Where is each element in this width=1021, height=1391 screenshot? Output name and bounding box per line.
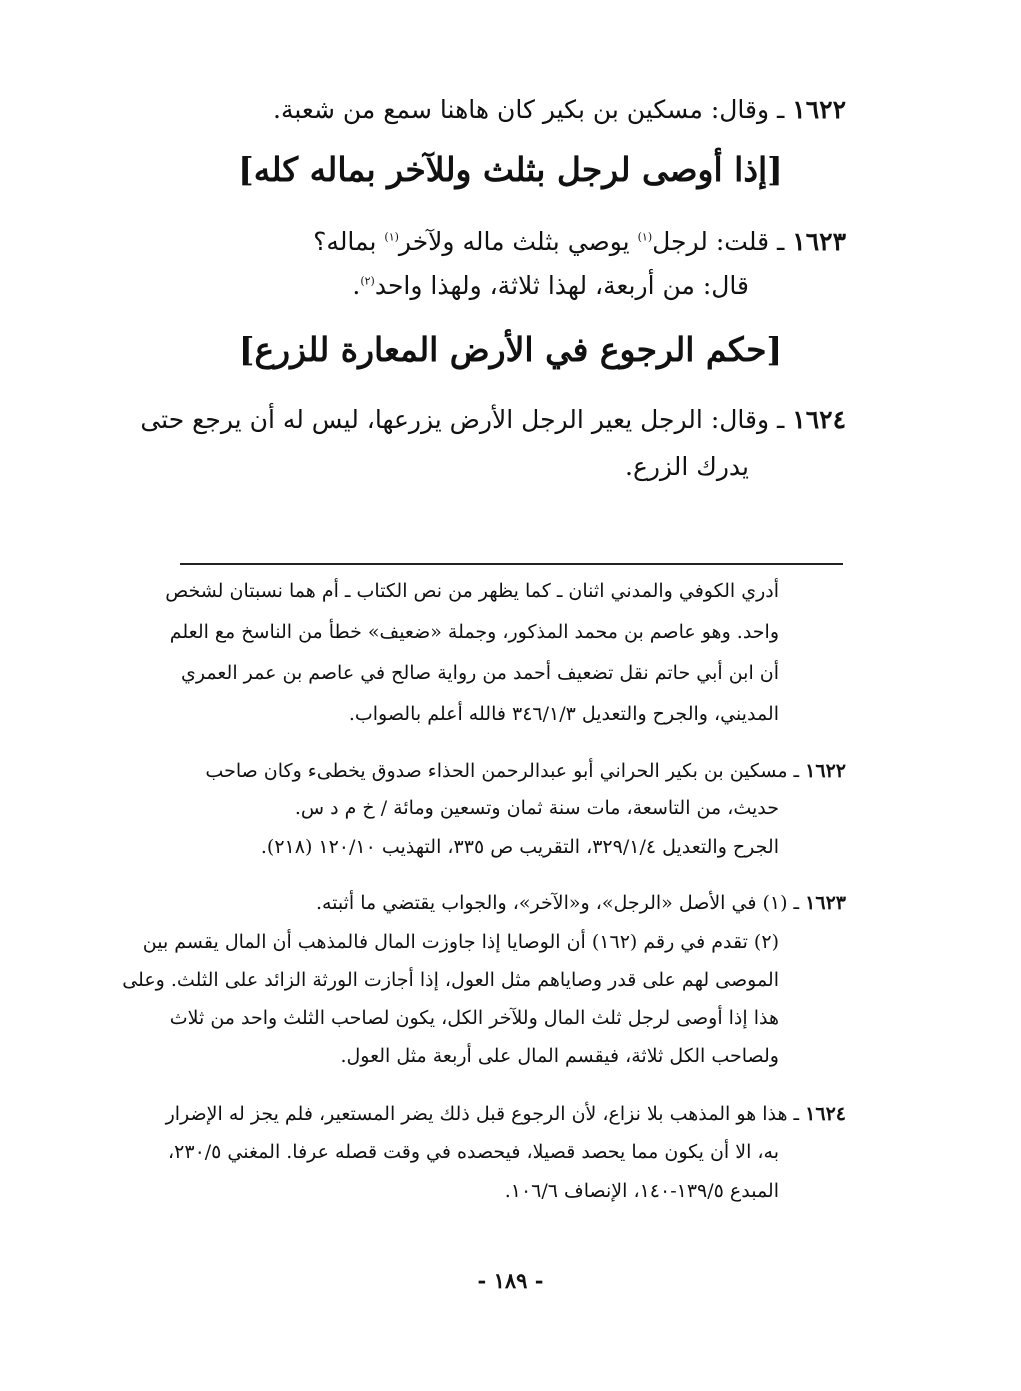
entry-number: ١٦٢٤ <box>792 405 846 434</box>
footnote-continuation-line-1: أدري الكوفي والمدني اثنان ـ كما يظهر من نص الكتاب ـ أم هما نسبتان لشخص <box>165 580 779 602</box>
footnote-1624-line-3: المبدع ١٣٩/٥-١٤٠، الإنصاف ١٠٦/٦. <box>504 1180 779 1202</box>
entry-text-mid: يوصي بثلث ماله ولآخر <box>398 227 638 256</box>
footnote-line-1: ـ (١) في الأصل «الرجل»، و«الآخر»، والجواب يقتضي ما أثبته. <box>315 892 800 914</box>
answer-end: . <box>352 271 361 300</box>
footnote-1624-line-2: به، الا أن يكون مما يحصد قصيلا، فيحصده في وقت قصله عرفا. المغني ٢٣٠/٥، <box>168 1141 779 1163</box>
footnote-continuation-line-2: واحد. وهو عاصم بن محمد المذكور، وجملة «ضعيف» خطأ من الناسخ مع العلم <box>169 621 779 643</box>
footnote-1624 <box>156 1103 846 1125</box>
entry-text-line-1: ـ وقال: الرجل يعير الرجل الأرض يزرعها، ليس له أن يرجع حتى <box>140 405 785 434</box>
entry-1623 <box>146 227 846 256</box>
entry-text-pre: ـ قلت: لرجل <box>652 227 785 256</box>
footnote-continuation-line-4: المديني، والجرح والتعديل ٣٤٦/١/٣ فالله أعلم بالصواب. <box>348 703 779 725</box>
section-heading-1: [إذا أوصى لرجل بثلث وللآخر بماله كله] <box>238 150 783 189</box>
footnote-marker: (٢) <box>360 274 375 288</box>
answer-text: قال: من أربعة، لهذا ثلاثة، ولهذا واحد <box>374 271 749 300</box>
section-heading-2: [حكم الرجوع في الأرض المعارة للزرع] <box>238 330 783 369</box>
footnote-1623-line-5: ولصاحب الكل ثلاثة، فيقسم المال على أربعة مثل العول. <box>340 1045 779 1067</box>
page-number: - ١٨٩ - <box>477 1268 544 1293</box>
footnote-number: ١٦٢٢ <box>805 760 846 782</box>
entry-1622 <box>146 95 846 124</box>
footnote-line-1: ـ مسكين بن بكير الحراني أبو عبدالرحمن الحذاء صدوق يخطىء وكان صاحب <box>205 760 800 782</box>
footnote-1623-line-3: الموصى لهم على قدر وصاياهم مثل العول، إذا أجازت الورثة الزائد على الثلث. وعلى <box>122 969 779 991</box>
entry-1624-line-2: يدرك الزرع. <box>625 452 749 481</box>
footnote-number: ١٦٢٤ <box>805 1103 846 1125</box>
footnote-marker: (١) <box>384 230 399 244</box>
footnote-1622 <box>156 760 846 782</box>
footnote-1623-line-2: (٢) تقدم في رقم (١٦٢) أن الوصايا إذا جاوزت المال فالمذهب أن المال يقسم بين <box>142 931 779 953</box>
footnote-1623 <box>156 892 846 914</box>
footnote-marker: (١) <box>637 230 653 244</box>
footnote-line-1: ـ هذا هو المذهب بلا نزاع، لأن الرجوع قبل ذلك يضر المستعير، فلم يجز له الإضرار <box>165 1103 800 1125</box>
entry-number: ١٦٢٣ <box>792 227 846 256</box>
entry-1623-answer <box>149 271 749 300</box>
footnote-1622-line-3: الجرح والتعديل ٣٢٩/١/٤، التقريب ص ٣٣٥، التهذيب ١٢٠/١٠ (٢١٨). <box>260 836 779 858</box>
entry-number: ١٦٢٢ <box>792 95 846 124</box>
footnote-1623-line-4: هذا إذا أوصى لرجل ثلث المال وللآخر الكل، يكون لصاحب الثلث واحد من ثلاث <box>169 1007 779 1029</box>
entry-1624 <box>140 405 846 434</box>
footnote-continuation-line-3: أن ابن أبي حاتم نقل تضعيف أحمد من رواية صالح في عاصم بن عمر العمري <box>181 662 779 684</box>
footnote-separator <box>180 563 843 565</box>
entry-text: ـ وقال: مسكين بن بكير كان هاهنا سمع من شعبة. <box>273 95 785 124</box>
entry-text-post: بماله؟ <box>313 227 385 256</box>
footnote-number: ١٦٢٣ <box>805 892 846 914</box>
footnote-1622-line-2: حديث، من التاسعة، مات سنة ثمان وتسعين ومائة / خ م د س. <box>294 797 779 819</box>
